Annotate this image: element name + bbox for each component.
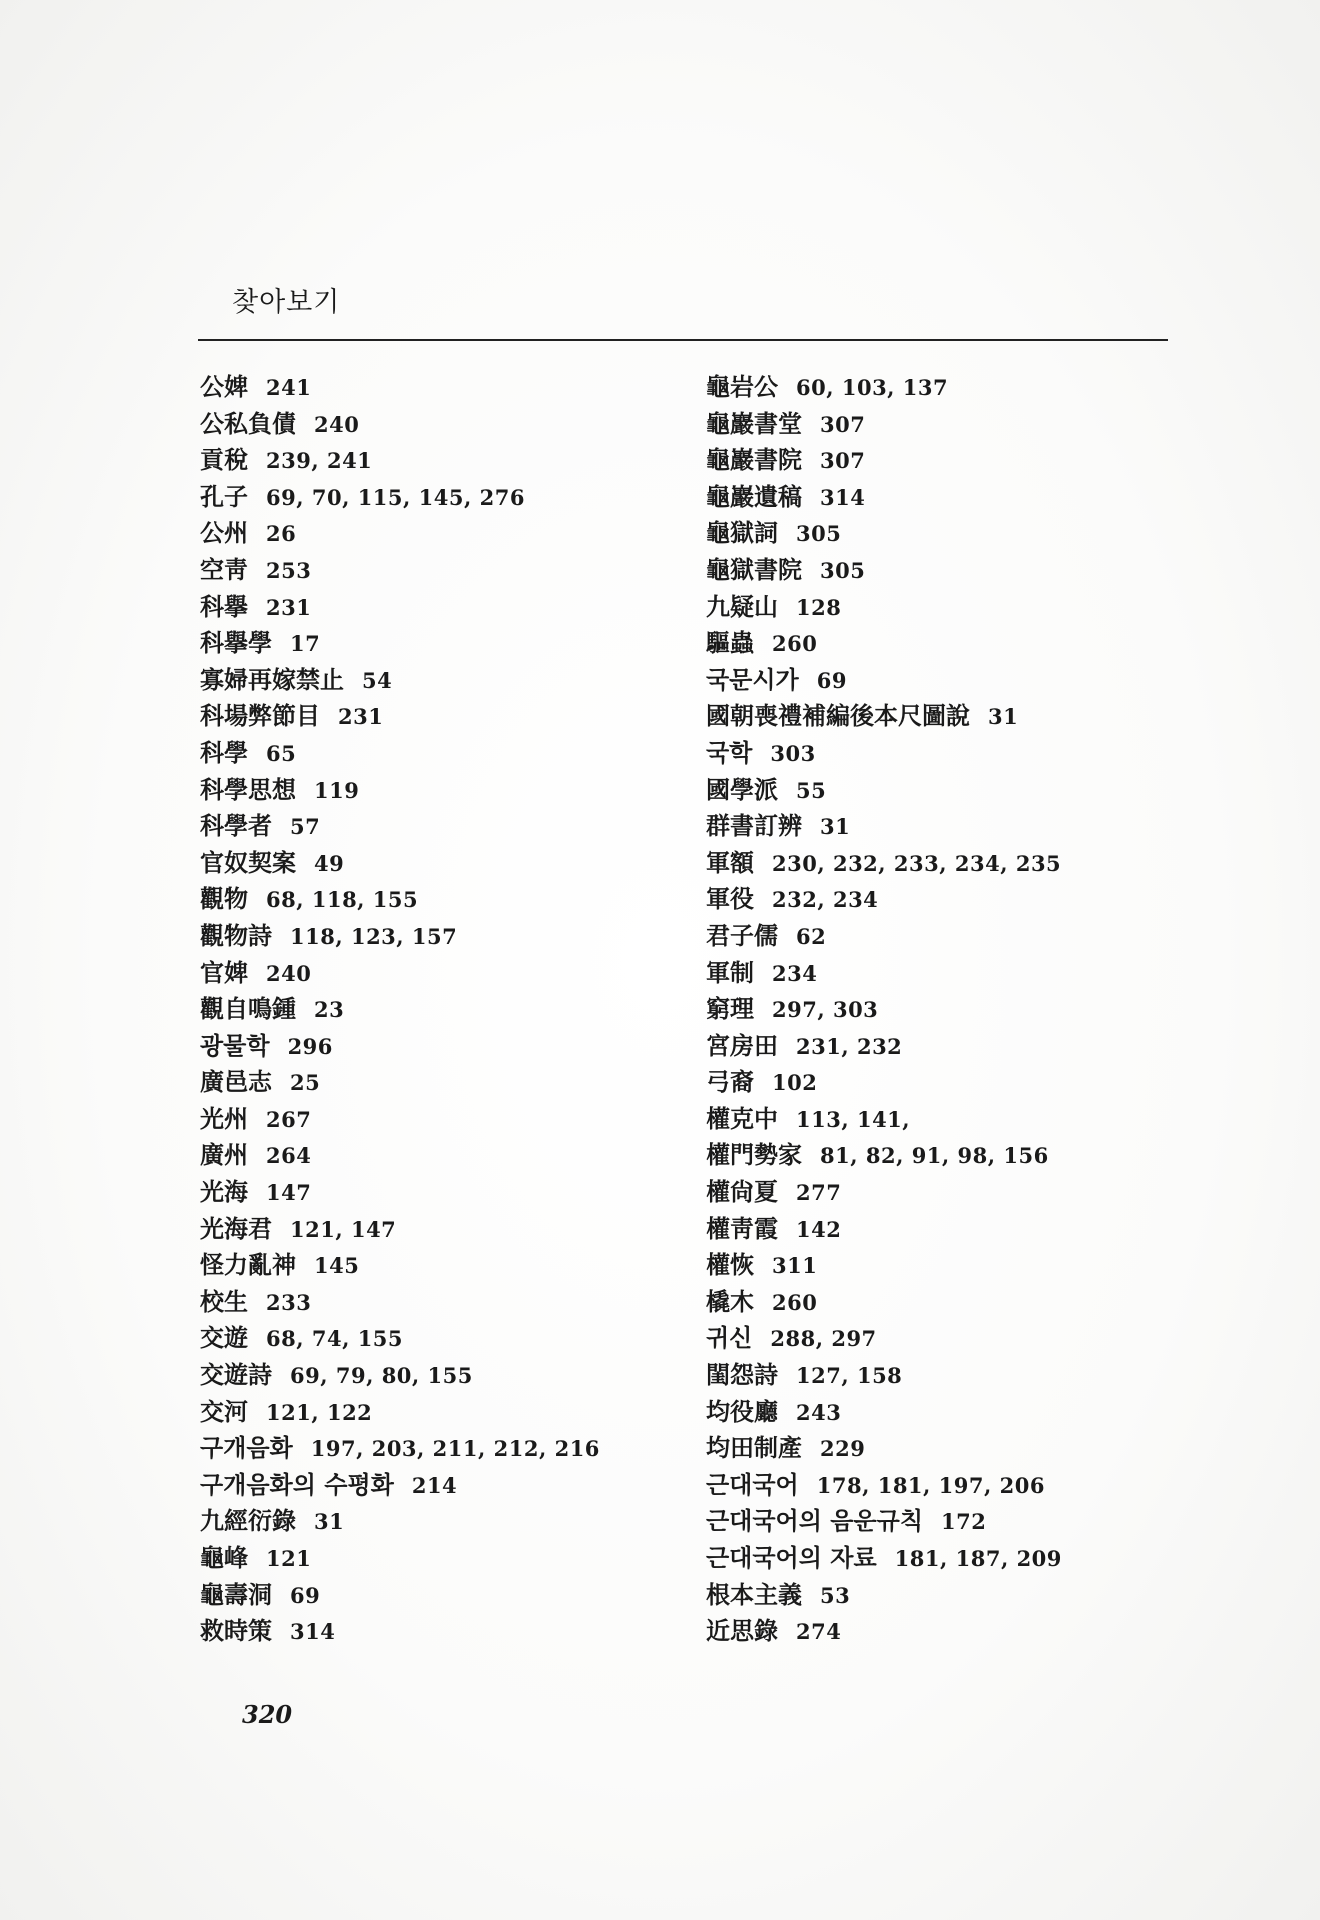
index-term: 軍額 xyxy=(706,848,754,877)
index-entry xyxy=(200,406,670,443)
index-pages: 121, 122 xyxy=(266,1399,373,1425)
index-entry xyxy=(706,1540,1176,1577)
index-term: 國學派 xyxy=(706,775,778,804)
index-entry xyxy=(706,772,1176,809)
index-term: 光海 xyxy=(200,1178,248,1207)
index-entry xyxy=(200,442,670,479)
index-term: 科學思想 xyxy=(200,775,296,804)
index-entry xyxy=(200,808,670,845)
index-term: 科學 xyxy=(200,738,248,767)
index-entry xyxy=(706,369,1176,406)
index-entry xyxy=(200,1357,670,1394)
index-pages: 49 xyxy=(314,850,345,876)
index-term: 空靑 xyxy=(200,555,248,584)
index-pages: 53 xyxy=(820,1582,851,1608)
index-entry xyxy=(706,1577,1176,1614)
index-term: 交遊詩 xyxy=(200,1361,272,1390)
index-pages: 243 xyxy=(796,1399,842,1425)
index-pages: 69 xyxy=(290,1582,321,1608)
index-pages: 260 xyxy=(772,631,818,657)
index-term: 光海君 xyxy=(200,1214,272,1243)
index-entry xyxy=(200,1284,670,1321)
index-term: 觀物詩 xyxy=(200,921,272,950)
index-entry xyxy=(706,955,1176,992)
index-term: 均役廳 xyxy=(706,1397,778,1426)
index-entry xyxy=(200,698,670,735)
index-column-right xyxy=(706,369,1176,1650)
index-entry xyxy=(706,1503,1176,1540)
index-pages: 68, 74, 155 xyxy=(266,1326,404,1352)
index-pages: 305 xyxy=(820,557,866,583)
index-pages: 277 xyxy=(796,1180,842,1206)
index-entry xyxy=(706,1430,1176,1467)
index-term: 龜獄書院 xyxy=(706,555,802,584)
index-term: 廣邑志 xyxy=(200,1068,272,1097)
index-term: 貢稅 xyxy=(200,446,248,475)
index-pages: 68, 118, 155 xyxy=(266,887,419,913)
index-entry xyxy=(706,698,1176,735)
index-pages: 239, 241 xyxy=(266,448,373,474)
index-pages: 230, 232, 233, 234, 235 xyxy=(772,850,1062,876)
index-term: 軍制 xyxy=(706,958,754,987)
index-pages: 69, 70, 115, 145, 276 xyxy=(266,484,525,510)
index-term: 근대국어의 자료 xyxy=(706,1544,877,1572)
index-term: 宮房田 xyxy=(706,1031,778,1060)
index-entry xyxy=(706,552,1176,589)
index-term: 弓裔 xyxy=(706,1068,754,1097)
index-pages: 69, 79, 80, 155 xyxy=(290,1363,473,1389)
index-entry xyxy=(706,589,1176,626)
index-entry xyxy=(200,991,670,1028)
index-term: 公州 xyxy=(200,519,248,548)
index-entry xyxy=(706,1467,1176,1504)
index-term: 龜壽洞 xyxy=(200,1580,272,1609)
index-term: 科場弊節目 xyxy=(200,702,320,731)
index-term: 구개음화의 수평화 xyxy=(200,1470,394,1499)
index-entry xyxy=(200,1211,670,1248)
index-term: 국문시가 xyxy=(706,665,799,694)
index-entry xyxy=(706,1613,1176,1650)
index-pages: 119 xyxy=(314,777,360,803)
index-term: 龜巖書院 xyxy=(706,446,802,475)
index-entry xyxy=(706,406,1176,443)
index-entry xyxy=(706,515,1176,552)
index-term: 국학 xyxy=(706,738,753,767)
index-term: 근대국어의 음운규칙 xyxy=(706,1507,924,1536)
index-pages: 267 xyxy=(266,1106,312,1132)
index-entry xyxy=(706,1174,1176,1211)
index-term: 權克中 xyxy=(706,1104,778,1133)
index-pages: 314 xyxy=(290,1619,336,1645)
index-term: 權恢 xyxy=(706,1251,754,1280)
index-term: 均田制產 xyxy=(706,1434,802,1463)
index-entry xyxy=(706,479,1176,516)
index-pages: 232, 234 xyxy=(772,887,879,913)
index-term: 群書訂辨 xyxy=(706,812,802,841)
index-term: 窮理 xyxy=(706,995,754,1024)
index-pages: 60, 103, 137 xyxy=(796,375,949,400)
index-pages: 147 xyxy=(266,1180,312,1206)
index-pages: 69 xyxy=(816,667,847,693)
index-term: 龜獄詞 xyxy=(706,519,778,548)
index-term: 廣州 xyxy=(200,1141,248,1170)
index-pages: 57 xyxy=(290,814,321,840)
index-entry xyxy=(706,662,1176,699)
index-entry xyxy=(200,662,670,699)
index-pages: 25 xyxy=(290,1070,321,1096)
index-pages: 54 xyxy=(362,667,393,693)
index-pages: 253 xyxy=(266,557,312,583)
index-entry xyxy=(706,881,1176,918)
index-entry xyxy=(706,1357,1176,1394)
index-entry xyxy=(706,625,1176,662)
index-entry xyxy=(200,1064,670,1101)
index-pages: 214 xyxy=(411,1472,458,1498)
index-term: 閨怨詩 xyxy=(706,1361,778,1390)
index-term: 科學者 xyxy=(200,812,272,841)
index-pages: 23 xyxy=(314,997,345,1023)
index-entry xyxy=(706,1028,1176,1065)
index-entry xyxy=(706,1320,1176,1357)
index-entry xyxy=(200,845,670,882)
index-entry xyxy=(706,1284,1176,1321)
index-pages: 65 xyxy=(266,740,297,766)
index-entry xyxy=(706,1247,1176,1284)
index-pages: 314 xyxy=(820,484,866,510)
index-term: 龜峰 xyxy=(200,1544,248,1572)
index-entry xyxy=(200,772,670,809)
index-entry xyxy=(200,515,670,552)
index-pages: 307 xyxy=(820,448,866,474)
index-pages: 55 xyxy=(796,777,827,803)
index-pages: 264 xyxy=(266,1143,312,1169)
index-term: 科擧 xyxy=(200,592,248,621)
index-term: 科擧學 xyxy=(200,629,272,658)
index-pages: 121, 147 xyxy=(290,1216,397,1242)
index-entry xyxy=(200,735,670,772)
index-pages: 229 xyxy=(820,1436,866,1462)
index-term: 觀自鳴鍾 xyxy=(200,995,296,1024)
index-pages: 31 xyxy=(314,1509,345,1535)
index-pages: 234 xyxy=(772,960,818,986)
index-entry xyxy=(200,1503,670,1540)
index-term: 官奴契案 xyxy=(200,848,296,877)
index-entry xyxy=(200,589,670,626)
index-term: 軍役 xyxy=(706,885,754,914)
index-entry xyxy=(706,991,1176,1028)
index-term: 權尙夏 xyxy=(706,1178,778,1207)
index-term: 寡婦再嫁禁止 xyxy=(200,665,344,694)
index-term: 權門勢家 xyxy=(706,1141,802,1170)
index-pages: 81, 82, 91, 98, 156 xyxy=(820,1143,1049,1169)
index-term: 觀物 xyxy=(200,885,248,914)
index-term: 광물학 xyxy=(200,1031,270,1060)
index-term: 校生 xyxy=(200,1287,248,1316)
index-pages: 311 xyxy=(772,1253,818,1279)
index-pages: 233 xyxy=(266,1289,312,1315)
index-pages: 288, 297 xyxy=(770,1326,877,1352)
running-head: 찾아보기 xyxy=(232,287,341,318)
index-term: 구개음화 xyxy=(200,1434,293,1463)
index-pages: 17 xyxy=(290,631,321,657)
index-pages: 172 xyxy=(941,1509,987,1535)
index-pages: 118, 123, 157 xyxy=(290,923,458,949)
index-term: 國朝喪禮補編後本尺圖說 xyxy=(706,702,970,731)
index-pages: 240 xyxy=(314,411,360,437)
index-term: 公私負債 xyxy=(200,409,296,438)
index-term: 근대국어 xyxy=(706,1470,799,1499)
index-entry xyxy=(200,1101,670,1138)
index-entry xyxy=(200,1394,670,1431)
index-pages: 240 xyxy=(266,960,312,986)
index-pages: 305 xyxy=(796,521,842,547)
index-entry xyxy=(200,1028,670,1065)
page-number: 320 xyxy=(242,1700,293,1729)
index-entry xyxy=(200,1577,670,1614)
index-pages: 231 xyxy=(338,704,384,730)
index-pages: 260 xyxy=(772,1289,818,1315)
index-term: 孔子 xyxy=(200,482,248,511)
index-entry xyxy=(706,735,1176,772)
index-term: 九疑山 xyxy=(706,592,778,621)
index-pages: 62 xyxy=(796,923,827,949)
index-term: 橇木 xyxy=(706,1287,754,1316)
index-pages: 296 xyxy=(287,1033,333,1059)
index-term: 交河 xyxy=(200,1397,248,1426)
index-entry xyxy=(706,1211,1176,1248)
index-entry xyxy=(200,955,670,992)
index-term: 公婢 xyxy=(200,373,248,401)
index-term: 龜巖書堂 xyxy=(706,409,802,438)
index-entry xyxy=(706,1064,1176,1101)
index-entry xyxy=(200,881,670,918)
index-entry xyxy=(200,1320,670,1357)
index-pages: 113, 141, xyxy=(796,1106,911,1132)
index-entry xyxy=(706,1137,1176,1174)
index-pages: 31 xyxy=(820,814,851,840)
index-pages: 303 xyxy=(770,740,816,766)
index-pages: 297, 303 xyxy=(772,997,879,1023)
index-term: 救時策 xyxy=(200,1617,272,1646)
index-entry xyxy=(706,918,1176,955)
index-term: 君子儒 xyxy=(706,921,778,950)
index-term: 根本主義 xyxy=(706,1580,802,1609)
index-entry xyxy=(706,1101,1176,1138)
index-entry xyxy=(200,918,670,955)
index-pages: 128 xyxy=(796,594,842,620)
index-pages: 102 xyxy=(772,1070,818,1096)
index-entry xyxy=(200,1467,670,1504)
index-pages: 231 xyxy=(266,594,312,620)
index-term: 驅蟲 xyxy=(706,629,754,658)
index-column-left xyxy=(200,369,670,1650)
index-entry xyxy=(200,369,670,406)
index-entry xyxy=(200,1540,670,1577)
index-pages: 178, 181, 197, 206 xyxy=(816,1472,1045,1498)
index-term: 交遊 xyxy=(200,1324,248,1353)
index-pages: 121 xyxy=(266,1546,312,1571)
index-entry xyxy=(706,845,1176,882)
index-entry xyxy=(200,1174,670,1211)
index-pages: 26 xyxy=(266,521,297,547)
index-pages: 274 xyxy=(796,1619,842,1645)
index-entry xyxy=(706,1394,1176,1431)
index-entry xyxy=(200,1430,670,1467)
index-pages: 241 xyxy=(266,375,312,400)
index-term: 龜岩公 xyxy=(706,373,778,401)
index-entry xyxy=(706,808,1176,845)
index-pages: 142 xyxy=(796,1216,842,1242)
index-entry xyxy=(200,1137,670,1174)
index-term: 權靑霞 xyxy=(706,1214,778,1243)
index-pages: 231, 232 xyxy=(796,1033,903,1059)
index-term: 光州 xyxy=(200,1104,248,1133)
index-entry xyxy=(200,1247,670,1284)
index-pages: 31 xyxy=(988,704,1019,730)
index-term: 近思錄 xyxy=(706,1617,778,1646)
index-term: 怪力亂神 xyxy=(200,1251,296,1280)
index-entry xyxy=(706,442,1176,479)
index-pages: 197, 203, 211, 212, 216 xyxy=(310,1436,600,1462)
index-entry xyxy=(200,552,670,589)
index-entry xyxy=(200,625,670,662)
index-term: 龜巖遺稿 xyxy=(706,482,802,511)
index-term: 九經衍錄 xyxy=(200,1507,296,1536)
index-pages: 181, 187, 209 xyxy=(894,1546,1062,1571)
index-pages: 127, 158 xyxy=(796,1363,903,1389)
index-pages: 307 xyxy=(820,411,866,437)
header-rule xyxy=(198,339,1168,341)
index-term: 귀신 xyxy=(706,1324,753,1353)
index-pages: 145 xyxy=(314,1253,360,1279)
index-entry xyxy=(200,479,670,516)
index-entry xyxy=(200,1613,670,1650)
index-term: 官婢 xyxy=(200,958,248,987)
